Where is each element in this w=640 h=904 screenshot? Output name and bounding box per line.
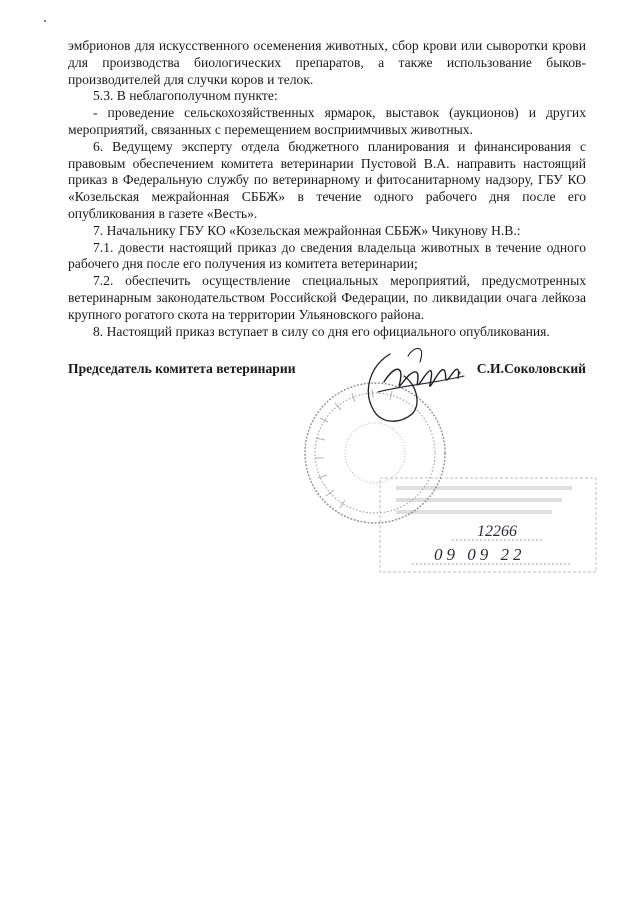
paragraph-5-3: 5.3. В неблагополучном пункте: xyxy=(93,88,278,104)
paragraph-continuation: эмбрионов для искусственного осеменения животных, сбор крови или сыворотки крови для производства биологических препаратов, а также использование быков-производителей для случки коров и телок. xyxy=(68,38,586,87)
stamp-date: 09 09 22 xyxy=(434,545,526,564)
signature-comma: , xyxy=(458,361,462,376)
order-text-body xyxy=(68,38,586,340)
registration-stamp xyxy=(372,470,612,580)
signatory-name: С.И.Соколовский xyxy=(476,361,586,376)
paragraph-7-2: 7.2. обеспечить осуществление специальных мероприятий, предусмотренных ветеринарным законодательством Российской Федерации, по ликвидации очага лейкоза крупного рогатого скота на территории Ульяновского района. xyxy=(68,273,586,322)
paragraph-8: 8. Настоящий приказ вступает в силу со дня его официального опубликования. xyxy=(93,323,550,339)
signatory-position: Председатель комитета ветеринарии xyxy=(68,361,296,376)
paragraph-5-3-item: - проведение сельскохозяйственных ярмарок, выставок (аукционов) и других мероприятий, связанных с перемещением восприимчивых животных. xyxy=(68,105,586,137)
paragraph-6: 6. Ведущему эксперту отдела бюджетного планирования и финансирования с правовым обеспечением комитета ветеринарии Пустовой В.А. направить настоящий приказ в Федеральную службу по ветеринарному и фитосанитарному надзору, ГБУ КО «Козельская межрайонная СББЖ» в течение одного рабочего дня после его опубликования в газете «Весть». xyxy=(68,138,586,221)
handwritten-signature xyxy=(360,336,470,436)
stamp-registration-number: 12266 xyxy=(477,523,517,540)
paragraph-7-1: 7.1. довести настоящий приказ до сведения владельца животных в течение одного рабочего дня после его получения из комитета ветеринарии; xyxy=(68,239,586,272)
scan-speck xyxy=(44,20,46,22)
paragraph-7: 7. Начальнику ГБУ КО «Козельская межрайонная СББЖ» Чикунову Н.В.: xyxy=(93,222,521,238)
